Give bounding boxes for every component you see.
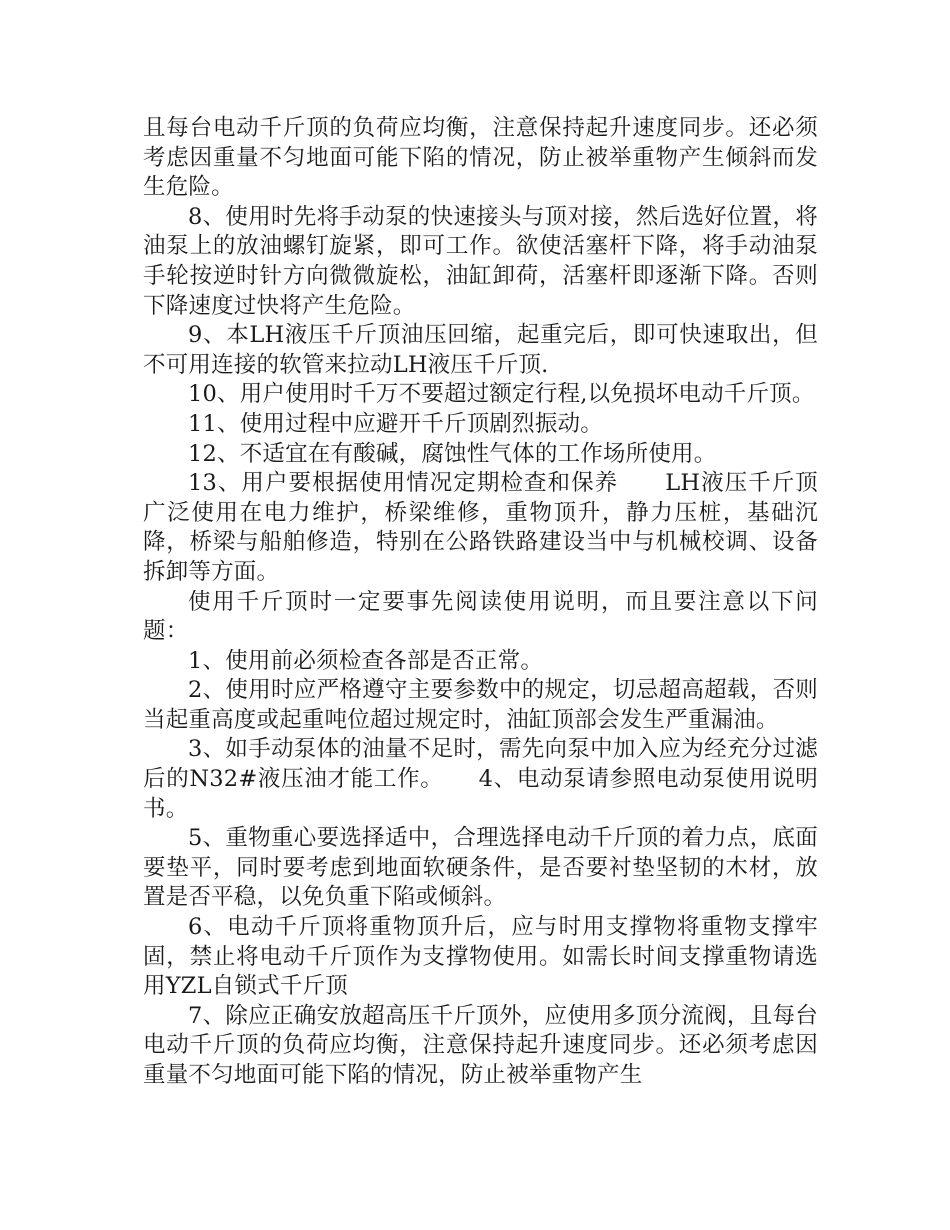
- paragraph-item-12: 12、不适宜在有酸碱，腐蚀性气体的工作场所使用。: [188, 440, 717, 467]
- paragraph-item-10: 10、用户使用时千万不要超过额定行程,以免损坏电动千斤顶。: [188, 381, 815, 408]
- paragraph-rule-1: 1、使用前必须检查各部是否正常。: [188, 647, 544, 674]
- paragraph-rule-3-4: 3、如手动泵体的油量不足时，需先向泵中加入应为经充分过滤后的N32#液压油才能工作。 4、电动泵请参照电动泵使用说明书。: [143, 736, 818, 822]
- paragraph-rule-7: 7、除应正确安放超高压千斤顶外，应使用多顶分流阀，且每台电动千斤顶的负荷应均衡，注意保持起升速度同步。还必须考虑因重量不匀地面可能下陷的情况，防止被举重物产生: [143, 1002, 818, 1088]
- paragraph-rule-5: 5、重物重心要选择适中，合理选择电动千斤顶的着力点，底面要垫平，同时要考虑到地面软硬条件，是否要衬垫坚韧的木材，放置是否平稳，以免负重下陷或倾斜。: [143, 825, 818, 911]
- paragraph-rule-2: 2、使用时应严格遵守主要参数中的规定，切忌超高超载，否则当起重高度或起重吨位超过规定时，油缸顶部会发生严重漏油。: [143, 677, 818, 733]
- paragraph-rule-6: 6、电动千斤顶将重物顶升后，应与时用支撑物将重物支撑牢固，禁止将电动千斤顶作为支撑物使用。如需长时间支撑重物请选用YZL自锁式千斤顶: [143, 914, 818, 1000]
- paragraph-item-11: 11、使用过程中应避开千斤顶剧烈振动。: [188, 410, 603, 437]
- paragraph-usage-intro: 使用千斤顶时一定要事先阅读使用说明，而且要注意以下问题：: [143, 588, 818, 645]
- document-body: [143, 114, 818, 1091]
- paragraph-item-9: 9、本LH液压千斤顶油压回缩，起重完后，即可快速取出，但不可用连接的软管来拉动LH液压千斤顶.: [143, 322, 818, 378]
- paragraph-continued-safety: 且每台电动千斤顶的负荷应均衡，注意保持起升速度同步。还必须考虑因重量不匀地面可能下陷的情况，防止被举重物产生倾斜而发生危险。: [143, 115, 818, 201]
- paragraph-item-8: 8、使用时先将手动泵的快速接头与顶对接，然后选好位置，将油泵上的放油螺钉旋紧，即可工作。欲使活塞杆下降，将手动油泵手轮按逆时针方向微微旋松，油缸卸荷，活塞杆即逐渐下降。否则下降速度过快将产生危险。: [143, 203, 818, 319]
- paragraph-item-13: 13、用户要根据使用情况定期检查和保养 LH液压千斤顶广泛使用在电力维护，桥梁维修，重物顶升，静力压桩，基础沉降，桥梁与船舶修造，特别在公路铁路建设当中与机械校调、设备拆卸等方面。: [143, 470, 818, 585]
